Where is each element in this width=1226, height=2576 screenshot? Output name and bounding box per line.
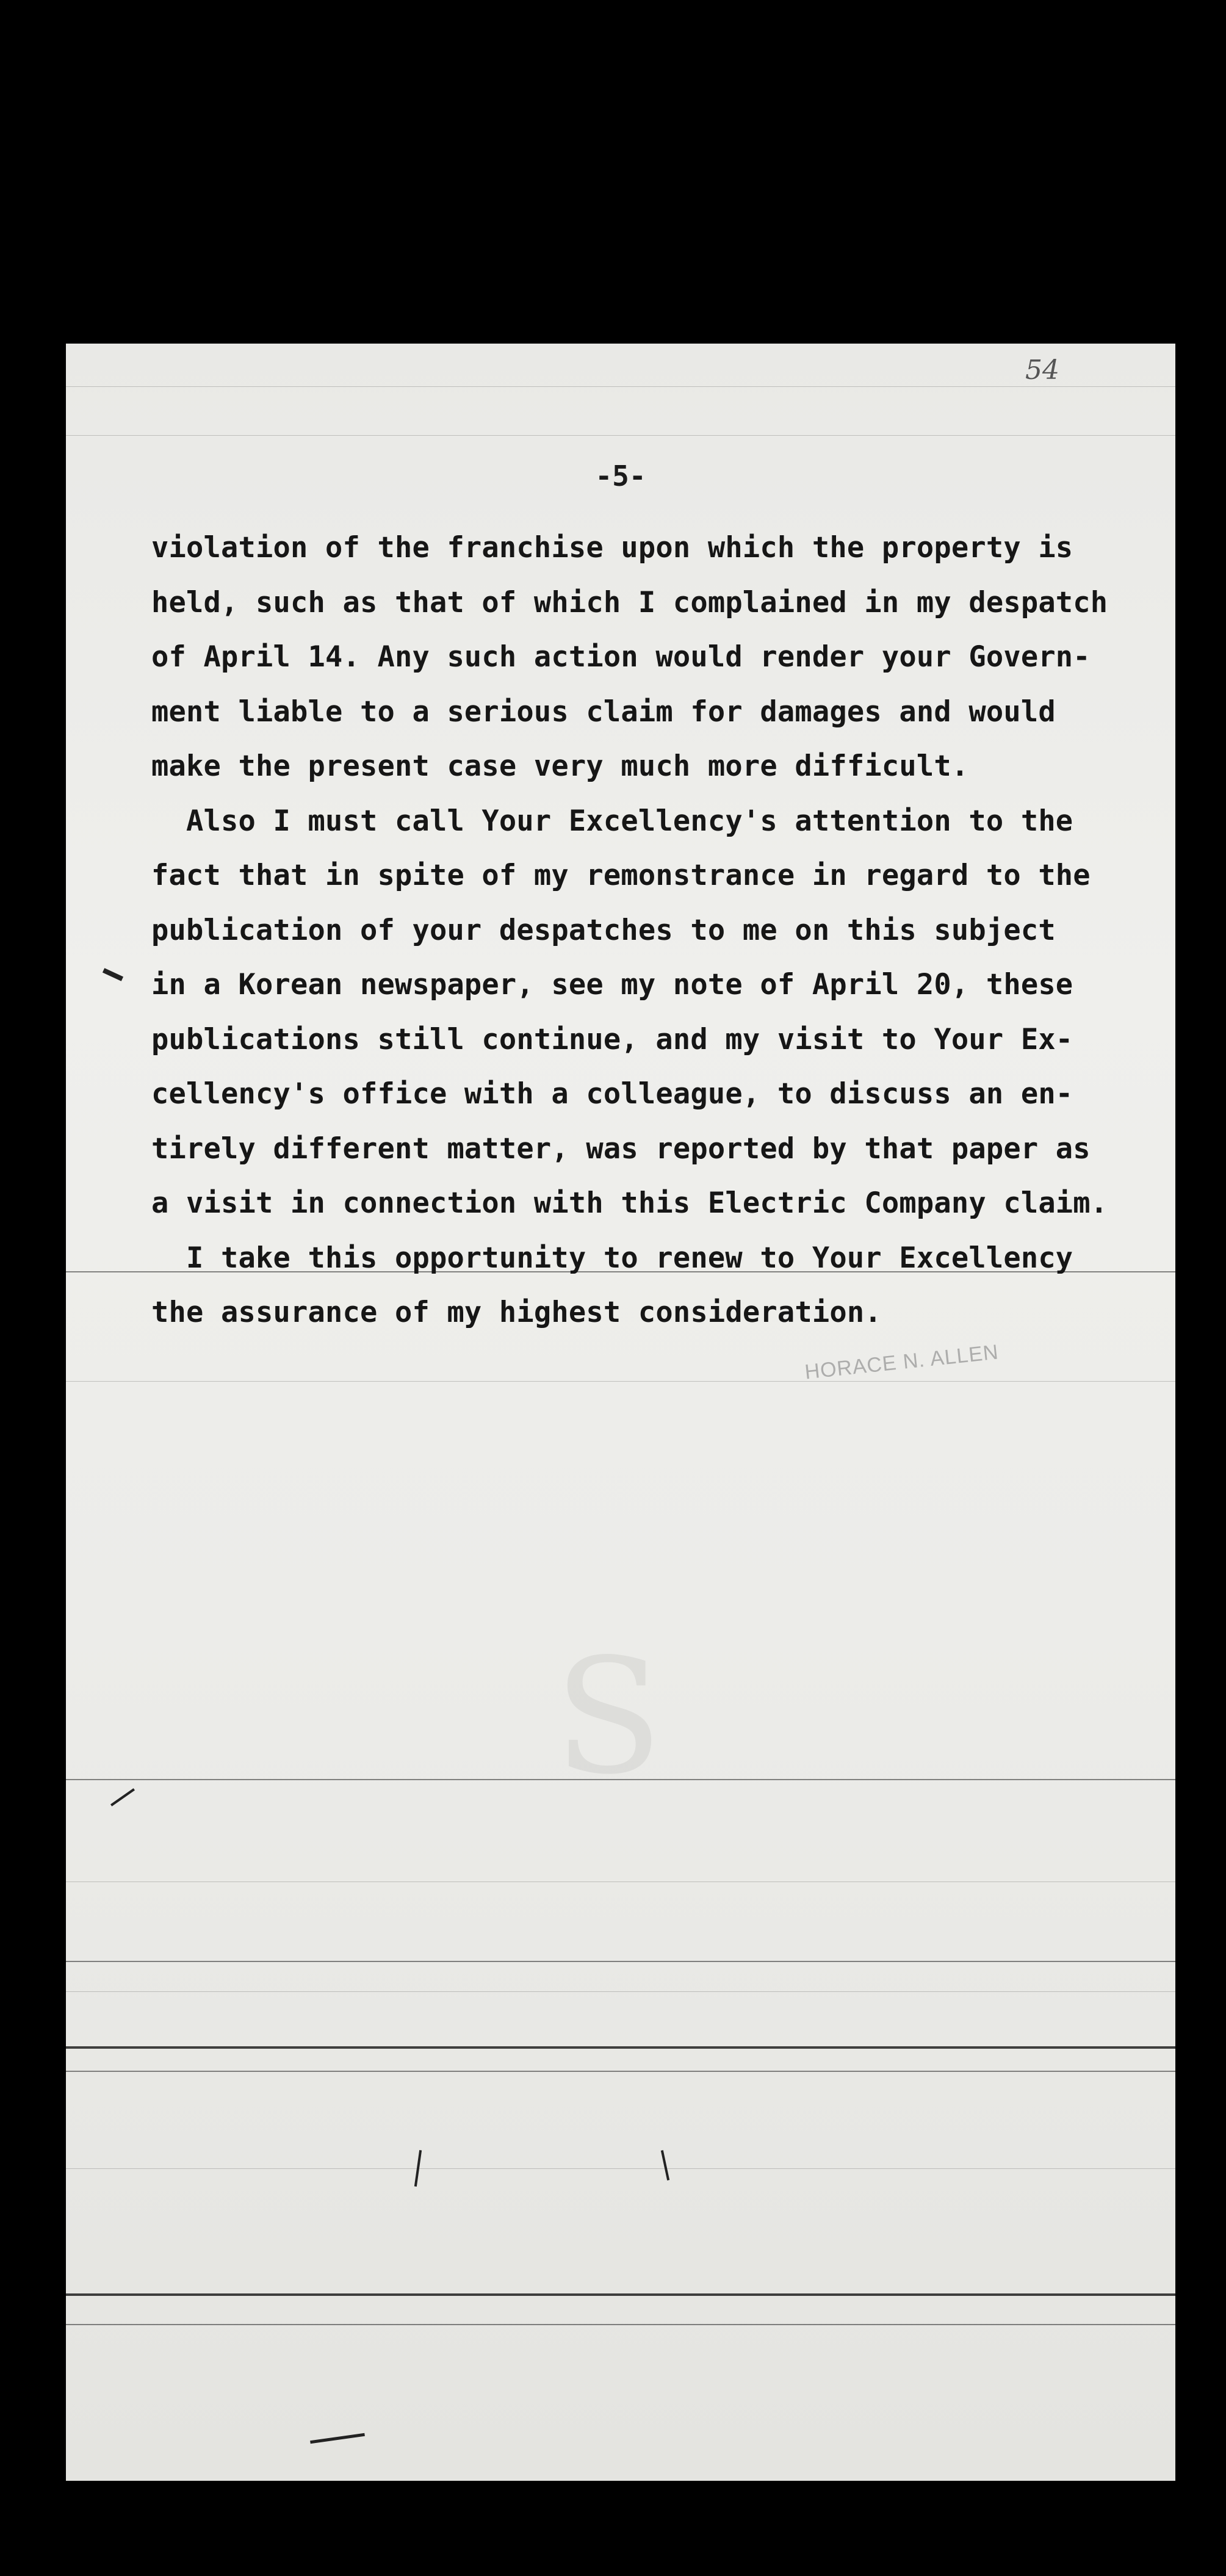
scan-artifact-line	[66, 1881, 1175, 1882]
scan-artifact-line	[66, 2046, 1175, 2049]
scan-artifact-line	[66, 2324, 1175, 2325]
scan-artifact-line	[66, 1991, 1175, 1992]
text-line: publications still continue, and my visit to Your Ex-	[151, 1022, 1073, 1056]
scan-artifact-line	[66, 1381, 1175, 1382]
text-line: fact that in spite of my remonstrance in regard to the	[151, 859, 1091, 892]
page-number: -5-	[595, 460, 646, 492]
text-line: publication of your despatches to me on this subject	[151, 913, 1056, 947]
margin-pen-mark	[110, 1788, 135, 1806]
text-line: I take this opportunity to renew to Your Excellency	[151, 1241, 1073, 1275]
scan-artifact-line	[66, 2071, 1175, 2072]
text-line: a visit in connection with this Electric Company claim.	[151, 1186, 1108, 1220]
scan-artifact-line	[66, 2293, 1175, 2296]
stray-pen-mark	[310, 2433, 365, 2444]
text-line: ment liable to a serious claim for damages and would	[151, 695, 1056, 729]
faint-watermark: S	[554, 1625, 663, 1809]
text-line: the assurance of my highest consideration.	[151, 1296, 882, 1329]
scan-artifact-line	[66, 1961, 1175, 1962]
stray-pen-mark	[661, 2150, 669, 2181]
text-line: in a Korean newspaper, see my note of April 20, these	[151, 968, 1073, 1001]
text-line: of April 14. Any such action would render your Govern-	[151, 640, 1091, 674]
text-line: violation of the franchise upon which the property is	[151, 531, 1073, 565]
text-line: cellency's office with a colleague, to discuss an en-	[151, 1077, 1073, 1111]
text-line: tirely different matter, was reported by that paper as	[151, 1131, 1091, 1166]
margin-pen-mark	[103, 968, 123, 981]
faint-signature-stamp: HORACE N. ALLEN	[803, 1340, 1000, 1384]
text-line: held, such as that of which I complained in my despatch	[151, 585, 1108, 619]
scan-artifact-line	[66, 435, 1175, 436]
text-line: make the present case very much more difficult.	[151, 749, 969, 783]
document-page	[66, 344, 1175, 2481]
text-line: Also I must call Your Excellency's attention to the	[151, 804, 1073, 838]
scan-artifact-line	[66, 386, 1175, 387]
letter-body	[151, 521, 1158, 1340]
folio-number: 54	[1025, 355, 1059, 386]
scan-artifact-line	[66, 2168, 1175, 2169]
